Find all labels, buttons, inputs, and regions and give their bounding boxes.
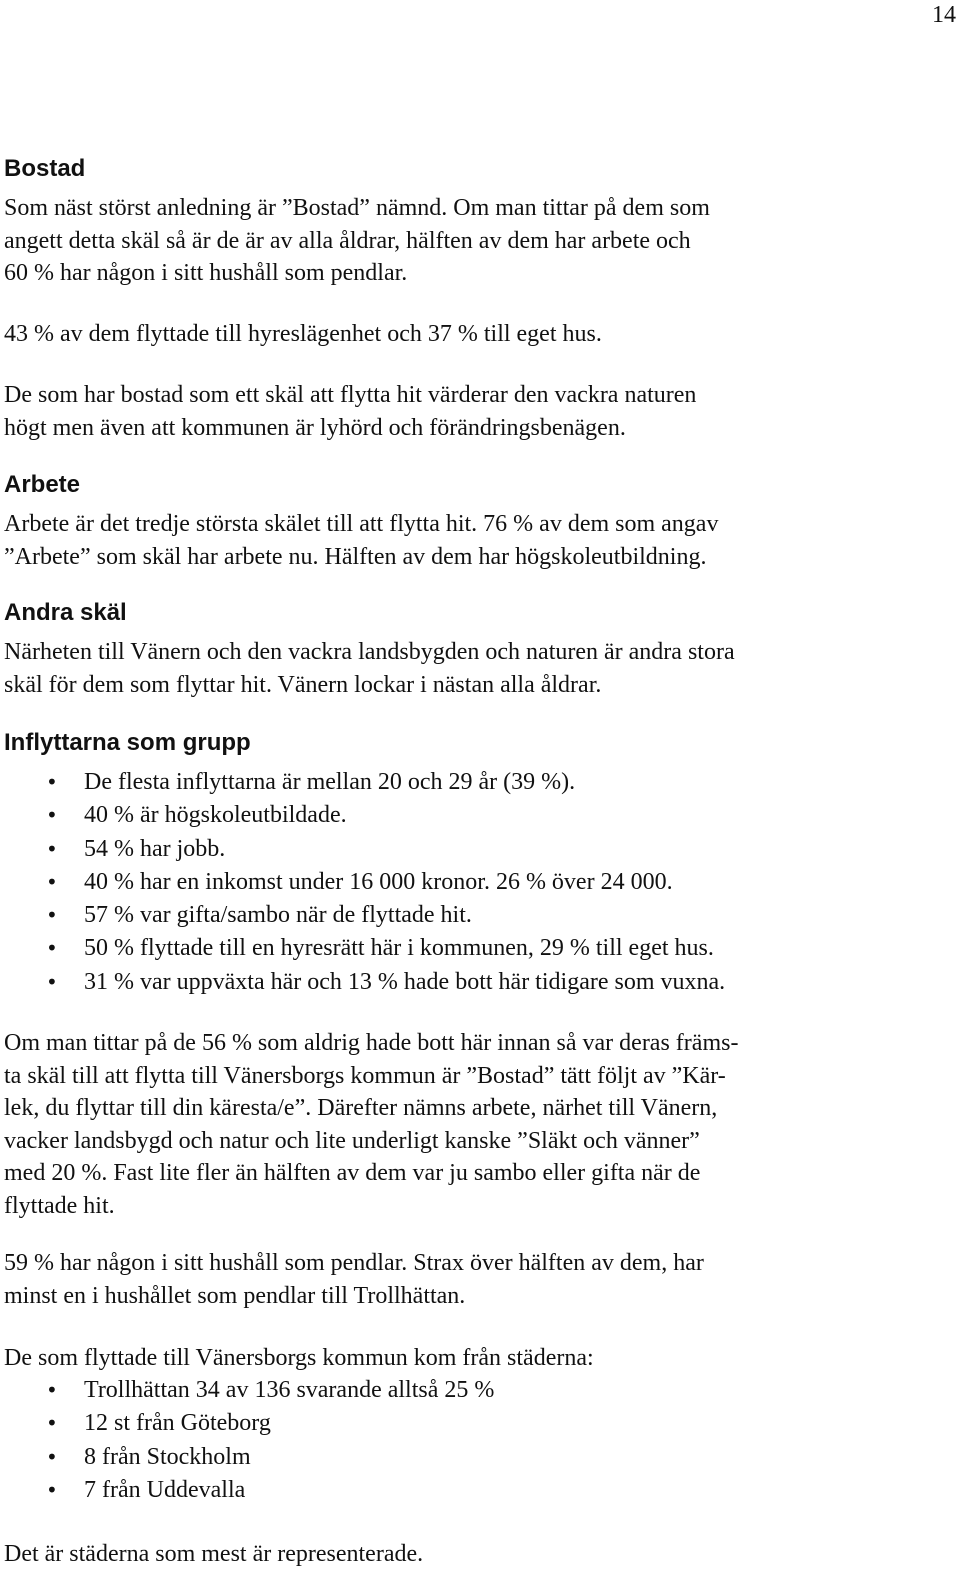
text-line: 60 % har någon i sitt hushåll som pendlar.	[4, 260, 408, 286]
list-item: • 7 från Uddevalla	[4, 1474, 944, 1507]
paragraph-arbete	[4, 508, 944, 573]
text-line: minst en i hushållet som pendlar till Trollhättan.	[4, 1282, 466, 1309]
text-line: flyttade hit.	[4, 1192, 115, 1219]
group-stats-list	[4, 766, 944, 999]
text-line: angett detta skäl så är de är av alla åldrar, hälften av dem har arbete och	[4, 227, 691, 254]
list-item: • Trollhättan 34 av 136 svarande alltså 25 %	[4, 1374, 944, 1407]
paragraph-cities-intro	[4, 1342, 944, 1375]
text-line: 43 % av dem flyttade till hyreslägenhet och 37 % till eget hus.	[4, 321, 602, 347]
paragraph-56-percent	[4, 1027, 944, 1222]
heading-bostad: Bostad	[4, 155, 86, 182]
text-line: Det är städerna som mest är representerade.	[4, 1541, 424, 1567]
list-item: • 40 % har en inkomst under 16 000 kronor. 26 % över 24 000.	[4, 866, 944, 899]
page-number: 14	[932, 2, 956, 28]
paragraph-59-percent	[4, 1247, 944, 1312]
paragraph-andra-skal	[4, 636, 944, 701]
paragraph-bostad-nature	[4, 379, 944, 444]
heading-arbete: Arbete	[4, 471, 81, 498]
text-line: med 20 %. Fast lite fler än hälften av dem var ju sambo eller gifta när de	[4, 1160, 701, 1186]
text-line: 59 % har någon i sitt hushåll som pendlar. Strax över hälften av dem, har	[4, 1250, 704, 1276]
list-item: • 8 från Stockholm	[4, 1441, 944, 1474]
text-line: Om man tittar på de 56 % som aldrig hade bott här innan så var deras främs-	[4, 1030, 739, 1056]
list-item: • 50 % flyttade till en hyresrätt här i kommunen, 29 % till eget hus.	[4, 932, 944, 965]
text-line: De som flyttade till Vänersborgs kommun kom från städerna:	[4, 1345, 594, 1371]
text-line: lek, du flyttar till din käresta/e”. Därefter nämns arbete, närhet till Vänern,	[4, 1095, 718, 1121]
paragraph-bostad-intro	[4, 192, 944, 290]
heading-andra-skal: Andra skäl	[4, 599, 127, 626]
paragraph-bostad-housing	[4, 318, 944, 351]
list-item: • 57 % var gifta/sambo när de flyttade hit.	[4, 899, 944, 932]
text-line: högt men även att kommunen är lyhörd och förändringsbenägen.	[4, 414, 626, 441]
text-line: Närheten till Vänern och den vackra landsbygden och naturen är andra stora	[4, 639, 735, 665]
heading-inflyttarna: Inflyttarna som grupp	[4, 729, 251, 756]
list-item: • 54 % har jobb.	[4, 833, 944, 866]
text-line: ”Arbete” som skäl har arbete nu. Hälften av dem har högskoleutbildning.	[4, 543, 707, 570]
cities-list	[4, 1374, 944, 1507]
text-line: skäl för dem som flyttar hit. Vänern lockar i nästan alla åldrar.	[4, 671, 602, 698]
list-item: • 31 % var uppväxta här och 13 % hade bott här tidigare som vuxna.	[4, 966, 944, 999]
text-line: Som näst störst anledning är ”Bostad” nämnd. Om man tittar på dem som	[4, 195, 710, 221]
list-item: • 40 % är högskoleutbildade.	[4, 799, 944, 832]
text-line: De som har bostad som ett skäl att flytta hit värderar den vackra naturen	[4, 382, 697, 408]
list-item: • 12 st från Göteborg	[4, 1407, 944, 1440]
text-line: vacker landsbygd och natur och lite underligt kanske ”Släkt och vänner”	[4, 1127, 700, 1154]
list-item: • De flesta inflyttarna är mellan 20 och 29 år (39 %).	[4, 766, 944, 799]
text-line: Arbete är det tredje största skälet till att flytta hit. 76 % av dem som angav	[4, 511, 719, 537]
text-line: ta skäl till att flytta till Vänersborgs kommun är ”Bostad” tätt följt av ”Kär-	[4, 1062, 726, 1089]
paragraph-closing	[4, 1538, 944, 1571]
